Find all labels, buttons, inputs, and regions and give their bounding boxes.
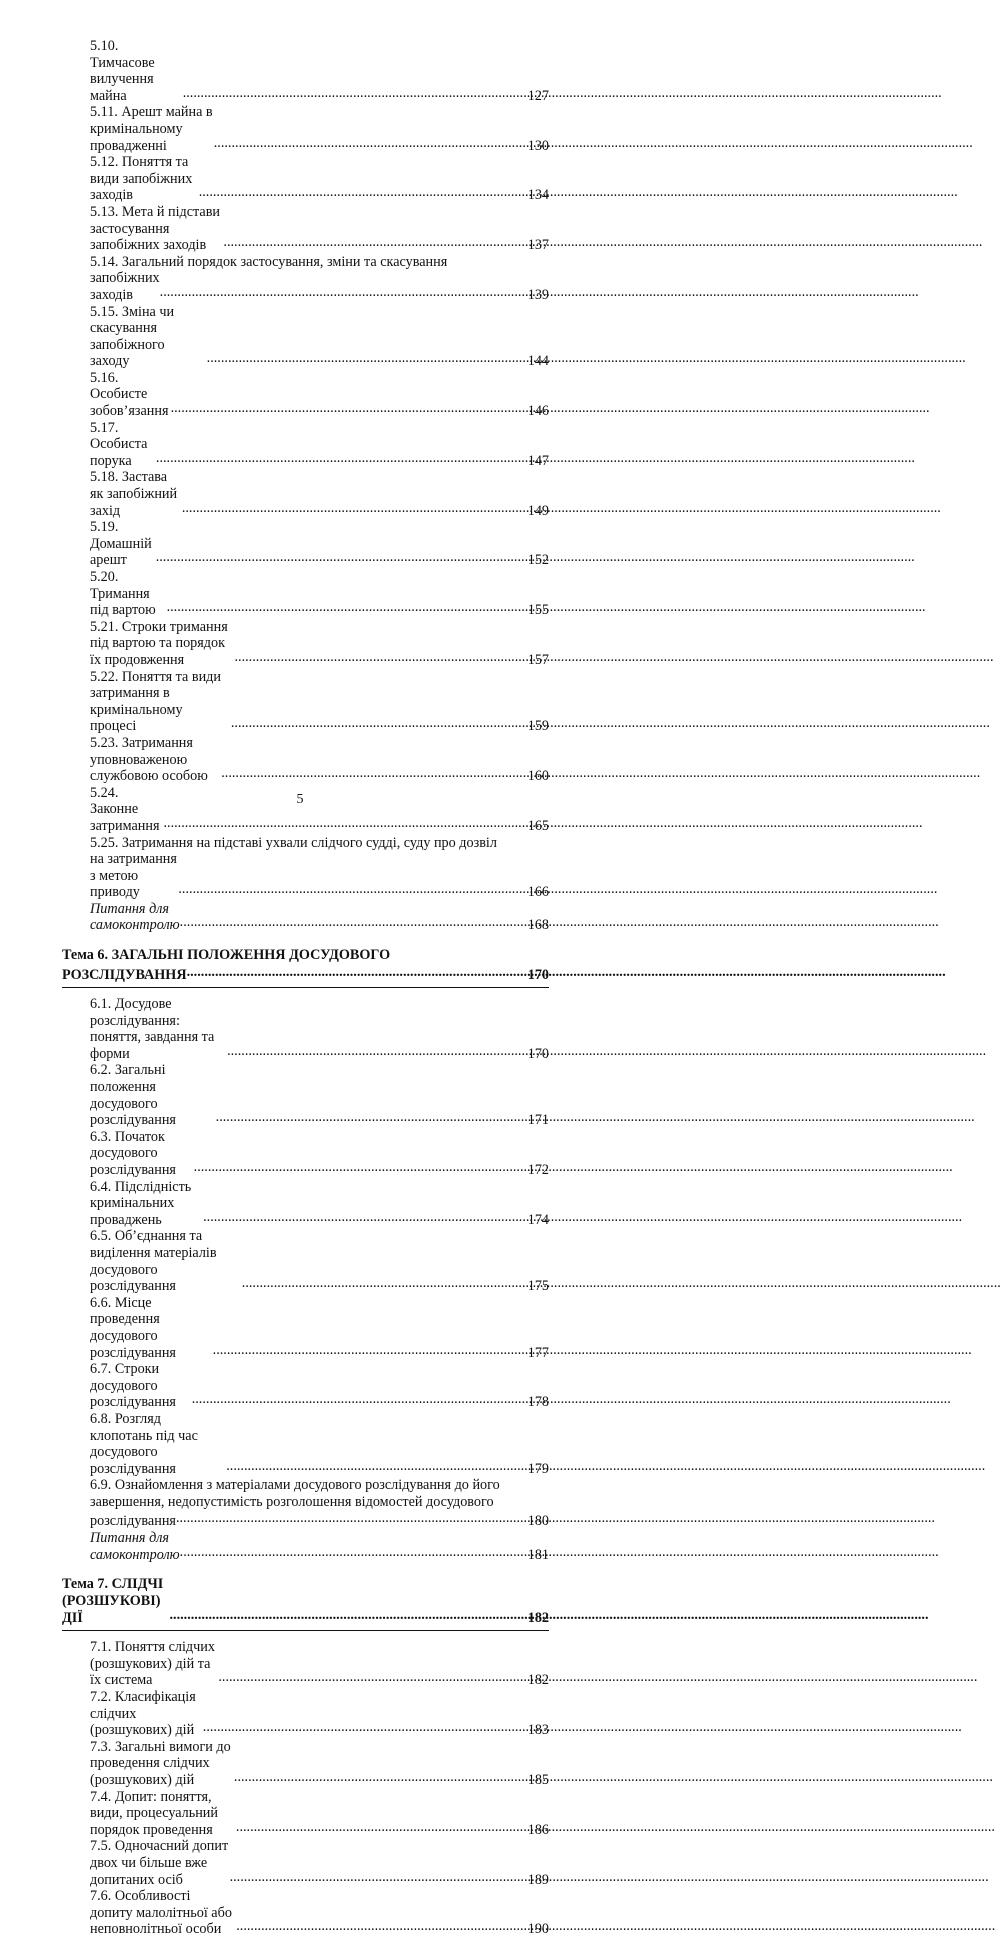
- dot-leader: [231, 715, 528, 732]
- dot-leader: [221, 765, 527, 782]
- toc-entry-title: 7.2. Класифікація слідчих (розшукових) дій: [90, 1689, 196, 1739]
- toc-entry-title: 6.6. Місце проведення досудового розслідування: [90, 1294, 176, 1361]
- toc-entry-title: 6.5. Об’єднання та виділення матеріалів досудового розслідування: [90, 1228, 217, 1295]
- dot-leader: [160, 284, 528, 301]
- toc-entry-page: 182: [527, 1672, 549, 1689]
- toc-entry[interactable]: [62, 1411, 549, 1477]
- toc-entry[interactable]: [62, 1361, 549, 1411]
- toc-entry-title: 5.22. Поняття та види затримання в кримінальному процесі: [90, 668, 221, 735]
- toc-entry-title: 6.4. Підслідність кримінальних проваджень: [90, 1178, 192, 1228]
- toc-entry[interactable]: [62, 1789, 549, 1839]
- toc-topic-heading[interactable]: [62, 947, 549, 984]
- toc-topic-title-line: Тема 6. ЗАГАЛЬНІ ПОЛОЖЕННЯ ДОСУДОВОГО: [62, 947, 391, 964]
- toc-entry[interactable]: [62, 1739, 549, 1789]
- toc-entry-page: 186: [527, 1821, 549, 1838]
- toc-entry-title: 6.7. Строки досудового розслідування: [90, 1361, 176, 1411]
- toc-entry-page: 159: [527, 718, 549, 735]
- toc-entry-page: 137: [527, 237, 549, 254]
- table-of-contents: [62, 38, 549, 1938]
- toc-entry-page: 144: [527, 353, 549, 370]
- toc-entry[interactable]: [62, 569, 549, 619]
- toc-entry-page: 185: [527, 1772, 549, 1788]
- toc-entry-title-line: 5.25. Затримання на підставі ухвали слідчого судді, суду про дозвіл: [90, 834, 497, 851]
- toc-entry-page: 189: [527, 1871, 549, 1888]
- toc-entry-title: 5.23. Затримання уповноваженою службовою особою: [90, 734, 208, 785]
- dot-leader: [236, 1918, 527, 1935]
- toc-topic-title: Тема 7. СЛІДЧІ (РОЗШУКОВІ) ДІЇ: [62, 1576, 164, 1627]
- toc-entry-title: 5.10. Тимчасове вилучення майна: [90, 38, 155, 104]
- toc-entry-title: 7.1. Поняття слідчих (розшукових) дій та їх система: [90, 1639, 215, 1689]
- toc-entry-title-line: 5.14. Загальний порядок застосування, зміни та скасування: [90, 253, 448, 270]
- toc-entry-page: 181: [527, 1546, 549, 1563]
- dot-leader: [234, 649, 527, 666]
- toc-entry[interactable]: [62, 669, 549, 735]
- toc-self-check-entry[interactable]: [62, 1530, 549, 1563]
- toc-entry[interactable]: [62, 370, 549, 420]
- dot-leader: [182, 500, 528, 517]
- toc-entry-page: 146: [527, 403, 549, 420]
- dot-leader: [167, 599, 528, 616]
- dot-leader: [230, 1869, 528, 1886]
- dot-leader: [163, 815, 527, 832]
- toc-entry-page: 166: [527, 884, 549, 901]
- dot-leader: [227, 1043, 528, 1060]
- toc-entry-title: 5.15. Зміна чи скасування запобіжного заходу: [90, 303, 175, 370]
- toc-entry-page: 147: [527, 452, 549, 469]
- page-number: 5: [296, 792, 304, 807]
- toc-entry[interactable]: [62, 835, 549, 901]
- toc-entry[interactable]: [62, 619, 549, 669]
- toc-entry[interactable]: [62, 519, 549, 569]
- dot-leader: [199, 184, 528, 201]
- toc-entry-title: на затримання з метою приводу: [90, 851, 177, 901]
- dot-leader: [192, 1391, 528, 1408]
- toc-entry-title: 6.8. Розгляд клопотань під час досудового розслідування: [90, 1410, 198, 1477]
- toc-topic-title: РОЗСЛІДУВАННЯ: [62, 967, 187, 984]
- toc-entry-page: 177: [527, 1344, 549, 1361]
- toc-entry[interactable]: [62, 1888, 549, 1938]
- toc-entry-title: 7.5. Одночасний допит двох чи більше вже допитаних осіб: [90, 1838, 229, 1888]
- toc-entry-page: 134: [527, 187, 549, 204]
- toc-entry-page: 190: [527, 1921, 549, 1938]
- toc-entry-page: 165: [527, 817, 549, 834]
- toc-entry-title: 7.4. Допит: поняття, види, процесуальний порядок проведення: [90, 1788, 218, 1838]
- toc-entry-page: 180: [527, 1513, 549, 1530]
- dot-leader: [156, 450, 528, 467]
- toc-entry-page: 130: [527, 137, 549, 154]
- dot-leader: [178, 881, 527, 898]
- dot-leader: [226, 1458, 527, 1475]
- toc-entry-page: 174: [527, 1211, 549, 1228]
- dot-leader: [223, 234, 527, 251]
- toc-entry[interactable]: [62, 1295, 549, 1361]
- toc-entry-page: 139: [527, 286, 549, 303]
- toc-entry[interactable]: [62, 1129, 549, 1179]
- toc-entry[interactable]: [62, 1228, 549, 1294]
- toc-entry-page: 171: [527, 1112, 549, 1129]
- toc-entry-title: розслідування: [90, 1513, 176, 1530]
- dot-leader: [203, 1719, 528, 1736]
- dot-leader: [187, 964, 528, 981]
- dot-leader: [207, 350, 528, 367]
- toc-topic-page: 182: [527, 1610, 549, 1627]
- toc-entry[interactable]: [62, 1639, 549, 1689]
- toc-entry[interactable]: [62, 996, 549, 1062]
- toc-entry-title: 7.3. Загальні вимоги до проведення слідчих (розшукових) дій: [90, 1738, 231, 1788]
- toc-topic-page: 170: [527, 967, 549, 984]
- toc-entry-title: 5.16. Особисте зобов’язання: [90, 369, 169, 420]
- toc-entry-title: 5.20. Тримання під вартою: [90, 569, 156, 619]
- toc-entry[interactable]: [62, 420, 549, 470]
- toc-entry-title: 6.3. Початок досудового розслідування: [90, 1128, 176, 1178]
- dot-leader: [194, 1159, 528, 1176]
- dot-leader: [213, 1342, 528, 1359]
- toc-entry-title: 5.21. Строки тримання під вартою та порядок їх продовження: [90, 618, 228, 668]
- toc-entry-title: 7.6. Особливості допиту малолітньої або неповнолітньої особи: [90, 1888, 232, 1938]
- toc-entry-page: 149: [527, 502, 549, 519]
- toc-entry-title: Питання для самоконтролю: [90, 900, 180, 934]
- dot-leader: [236, 1819, 528, 1836]
- toc-entry[interactable]: [62, 1689, 549, 1739]
- toc-entry[interactable]: [62, 38, 549, 104]
- toc-entry-page: 155: [527, 602, 549, 619]
- dot-leader: [218, 1669, 527, 1686]
- toc-entry[interactable]: [62, 1477, 549, 1530]
- toc-entry-page: 160: [527, 768, 549, 785]
- toc-entry[interactable]: [62, 254, 549, 304]
- dot-leader: [169, 1607, 527, 1624]
- dot-leader: [180, 914, 528, 931]
- toc-entry[interactable]: [62, 204, 549, 254]
- toc-entry-title: 6.1. Досудове розслідування: поняття, завдання та форми: [90, 996, 215, 1062]
- toc-entry[interactable]: [62, 304, 549, 370]
- toc-entry[interactable]: [62, 1179, 549, 1229]
- toc-entry-page: 127: [527, 87, 549, 104]
- toc-entry-page: 172: [527, 1162, 549, 1178]
- toc-entry-title: запобіжних заходів: [90, 270, 160, 303]
- toc-entry-title-line: завершення, недопустимість розголошення відомостей досудового: [90, 1493, 494, 1510]
- dot-leader: [183, 85, 528, 102]
- dot-leader: [171, 400, 528, 417]
- toc-entry-page: 178: [527, 1394, 549, 1411]
- toc-entry-page: 168: [527, 917, 549, 934]
- dot-leader: [203, 1209, 528, 1226]
- toc-entry-page: 157: [527, 651, 549, 668]
- toc-entry-title-line: 6.9. Ознайомлення з матеріалами досудового розслідування до його: [90, 1477, 500, 1494]
- toc-entry-page: 152: [527, 552, 549, 569]
- toc-entry-title: 5.24. Законне затримання: [90, 784, 160, 834]
- toc-entry[interactable]: [62, 154, 549, 204]
- toc-entry-page: 179: [527, 1460, 549, 1477]
- toc-entry-title: 5.18. Застава як запобіжний захід: [90, 469, 178, 519]
- toc-entry-title: 5.12. Поняття та види запобіжних заходів: [90, 154, 193, 204]
- toc-entry-title: Питання для самоконтролю: [90, 1530, 180, 1563]
- dot-leader: [176, 1510, 528, 1527]
- toc-entry-title: 5.19. Домашній арешт: [90, 519, 152, 569]
- dot-leader: [214, 135, 528, 152]
- toc-topic-heading[interactable]: [62, 1576, 549, 1627]
- toc-entry-page: 183: [527, 1722, 549, 1739]
- toc-entry[interactable]: [62, 735, 549, 785]
- toc-entry-title: 5.13. Мета й підстави застосування запобіжних заходів: [90, 203, 221, 254]
- toc-entry[interactable]: [62, 1062, 549, 1128]
- dot-leader: [234, 1769, 528, 1786]
- toc-entry[interactable]: [62, 104, 549, 154]
- dot-leader: [242, 1275, 528, 1292]
- toc-entry-title: 5.17. Особиста порука: [90, 419, 148, 469]
- dot-leader: [216, 1109, 528, 1126]
- toc-entry-page: 175: [527, 1278, 549, 1295]
- toc-self-check-entry[interactable]: [62, 901, 549, 934]
- dot-leader: [180, 1544, 528, 1561]
- toc-entry[interactable]: [62, 469, 549, 519]
- toc-entry[interactable]: [62, 1838, 549, 1888]
- toc-entry-title: 6.2. Загальні положення досудового розслідування: [90, 1062, 176, 1129]
- toc-entry-title: 5.11. Арешт майна в кримінальному провадженні: [90, 104, 213, 154]
- toc-entry-page: 170: [527, 1045, 549, 1062]
- dot-leader: [156, 549, 528, 566]
